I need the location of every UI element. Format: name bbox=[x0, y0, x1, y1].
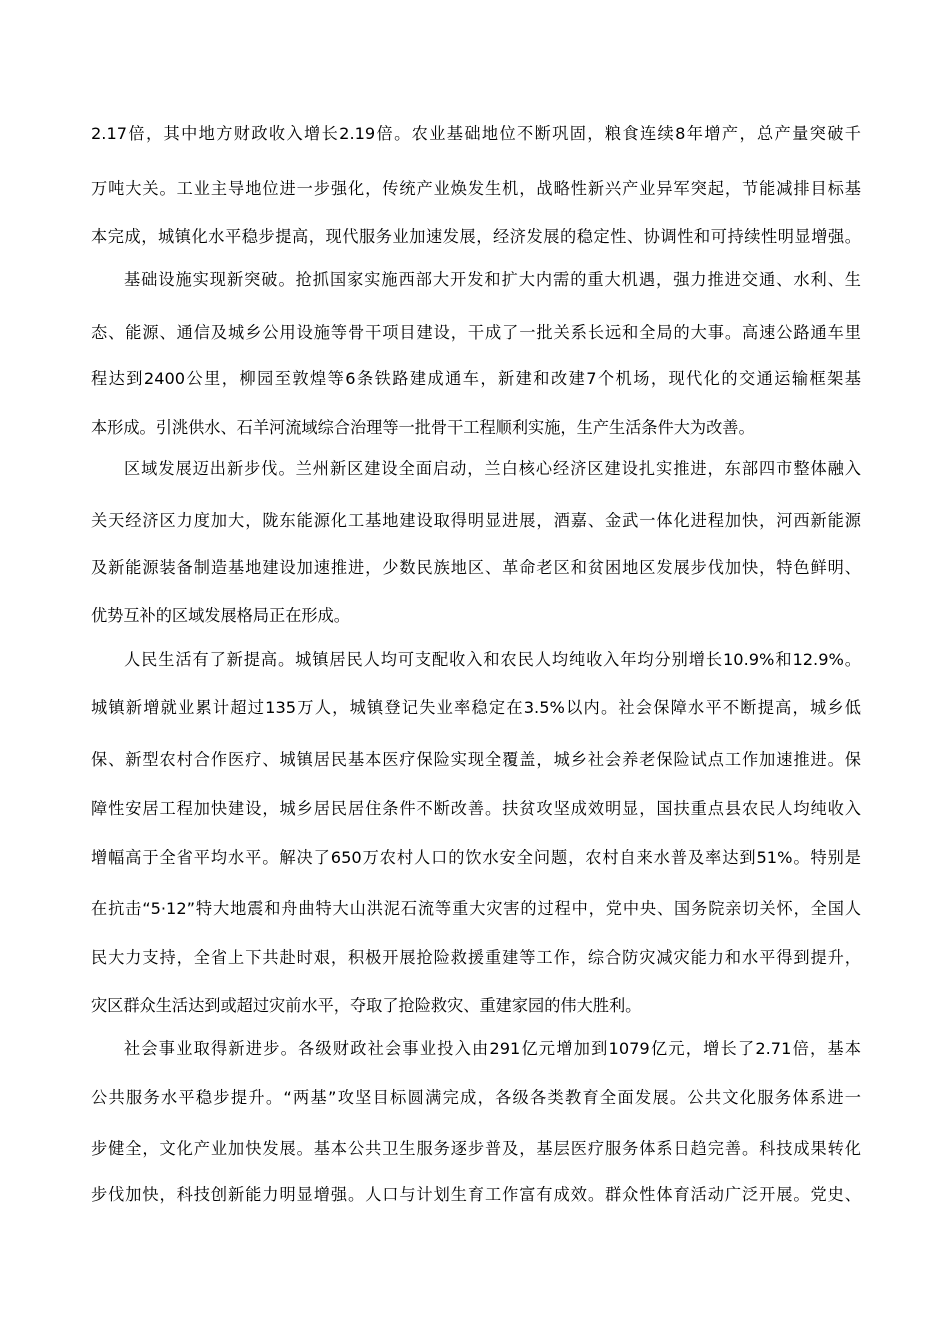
paragraph-line: 民大力支持，全省上下共赴时艰，积极开展抢险救援重建等工作，综合防灾减灾能力和水平得到提升， bbox=[91, 948, 861, 967]
paragraph-line: 城镇新增就业累计超过135万人，城镇登记失业率稳定在3.5%以内。社会保障水平不断提高，城乡低 bbox=[91, 698, 861, 717]
paragraph-line: 步伐加快，科技创新能力明显增强。人口与计划生育工作富有成效。群众性体育活动广泛开展。党史、 bbox=[91, 1185, 861, 1204]
paragraph-line: 本形成。引洮供水、石羊河流域综合治理等一批骨干工程顺利实施，生产生活条件大为改善。 bbox=[91, 418, 755, 437]
paragraph-line: 态、能源、通信及城乡公用设施等骨干项目建设，干成了一批关系长远和全局的大事。高速公路通车里 bbox=[91, 323, 861, 342]
paragraph-line: 关天经济区力度加大，陇东能源化工基地建设取得明显进展，酒嘉、金武一体化进程加快，河西新能源 bbox=[91, 511, 861, 530]
paragraph-line: 保、新型农村合作医疗、城镇居民基本医疗保险实现全覆盖，城乡社会养老保险试点工作加速推进。保 bbox=[91, 750, 861, 769]
paragraph-line: 障性安居工程加快建设，城乡居民居住条件不断改善。扶贫攻坚成效明显，国扶重点县农民人均纯收入 bbox=[91, 799, 861, 818]
paragraph-line: 基础设施实现新突破。抢抓国家实施西部大开发和扩大内需的重大机遇，强力推进交通、水利、生 bbox=[124, 270, 861, 289]
paragraph-line: 及新能源装备制造基地建设加速推进，少数民族地区、革命老区和贫困地区发展步伐加快，特色鲜明、 bbox=[91, 558, 861, 577]
paragraph-line: 程达到2400公里，柳园至敦煌等6条铁路建成通车，新建和改建7个机场，现代化的交通运输框架基 bbox=[91, 369, 861, 388]
paragraph-line: 本完成，城镇化水平稳步提高，现代服务业加速发展，经济发展的稳定性、协调性和可持续性明显增强。 bbox=[91, 227, 861, 246]
paragraph-line: 增幅高于全省平均水平。解决了650万农村人口的饮水安全问题，农村自来水普及率达到51%。特别是 bbox=[91, 848, 861, 867]
paragraph-line: 灾区群众生活达到或超过灾前水平，夺取了抢险救灾、重建家园的伟大胜利。 bbox=[91, 996, 642, 1015]
paragraph-line: 步健全，文化产业加快发展。基本公共卫生服务逐步普及，基层医疗服务体系日趋完善。科技成果转化 bbox=[91, 1139, 861, 1158]
paragraph-line: 区域发展迈出新步伐。兰州新区建设全面启动，兰白核心经济区建设扎实推进，东部四市整体融入 bbox=[124, 459, 861, 478]
paragraph-line: 在抗击“5·12”特大地震和舟曲特大山洪泥石流等重大灾害的过程中，党中央、国务院亲切关怀，全国人 bbox=[91, 899, 861, 918]
paragraph-line: 社会事业取得新进步。各级财政社会事业投入由291亿元增加到1079亿元，增长了2.71倍，基本 bbox=[124, 1039, 861, 1058]
paragraph-line: 人民生活有了新提高。城镇居民人均可支配收入和农民人均纯收入年均分别增长10.9%和12.9%。 bbox=[124, 650, 861, 669]
paragraph-line: 优势互补的区域发展格局正在形成。 bbox=[91, 606, 350, 625]
paragraph-line: 公共服务水平稳步提升。“两基”攻坚目标圆满完成，各级各类教育全面发展。公共文化服务体系进一 bbox=[91, 1088, 861, 1107]
paragraph-line: 万吨大关。工业主导地位进一步强化，传统产业焕发生机，战略性新兴产业异军突起，节能减排目标基 bbox=[91, 179, 861, 198]
paragraph-line: 2.17倍，其中地方财政收入增长2.19倍。农业基础地位不断巩固，粮食连续8年增产，总产量突破千 bbox=[91, 124, 861, 143]
